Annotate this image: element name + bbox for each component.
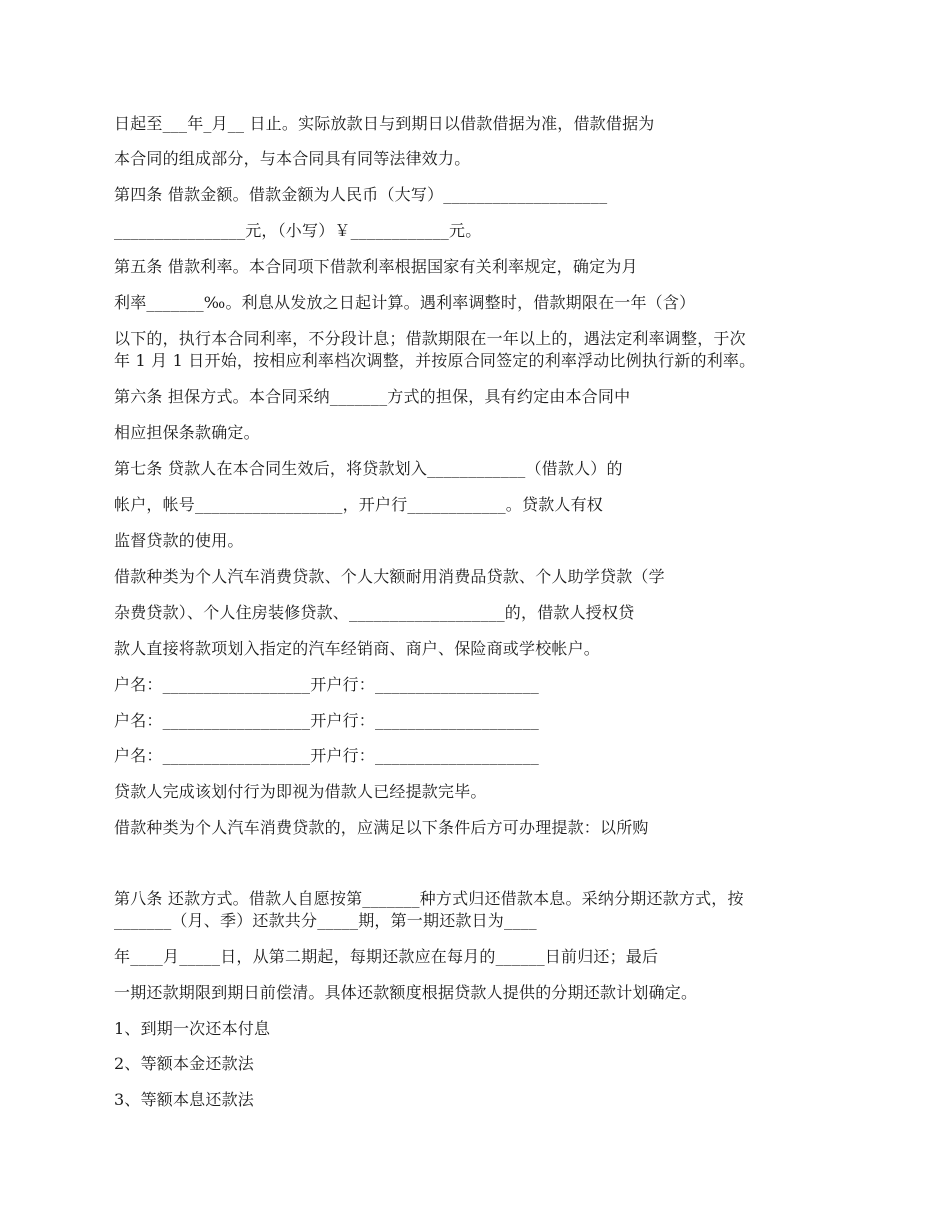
text-line: 2、等额本金还款法 xyxy=(114,1054,254,1073)
text-line: 借款种类为个人汽车消费贷款、个人大额耐用消费品贷款、个人助学贷款（学 xyxy=(114,567,665,586)
text-line: 杂费贷款）、个人住房装修贷款、___________________的，借款人授权贷 xyxy=(114,603,635,622)
text-line: 3、等额本息还款法 xyxy=(114,1090,254,1109)
text-line: 年 1 月 1 日开始，按相应利率档次调整，并按原合同签定的利率浮动比例执行新的利率。 xyxy=(114,351,756,370)
text-line: 年____月_____日，从第二期起，每期还款应在每月的______日前归还；最后 xyxy=(114,947,659,966)
text-line: 相应担保条款确定。 xyxy=(114,423,260,442)
text-line: 帐户，帐号__________________，开户行____________。贷款人有权 xyxy=(114,495,604,514)
text-line: 款人直接将款项划入指定的汽车经销商、商户、保险商或学校帐户。 xyxy=(114,639,601,658)
text-line: 第五条 借款利率。本合同项下借款利率根据国家有关利率规定，确定为月 xyxy=(114,257,638,276)
text-line: 本合同的组成部分，与本合同具有同等法律效力。 xyxy=(114,149,471,168)
text-line: 一期还款期限到期日前偿清。具体还款额度根据贷款人提供的分期还款计划确定。 xyxy=(114,983,698,1002)
text-line: 第八条 还款方式。借款人自愿按第_______种方式归还借款本息。采纳分期还款方式，按 xyxy=(114,889,744,908)
text-line: 贷款人完成该划付行为即视为借款人已经提款完毕。 xyxy=(114,782,487,801)
text-line: 第六条 担保方式。本合同采纳_______方式的担保，具有约定由本合同中 xyxy=(114,387,631,406)
text-line: 户名：__________________开户行：____________________ xyxy=(114,675,540,694)
text-line: 以下的，执行本合同利率，不分段计息；借款期限在一年以上的，遇法定利率调整，于次 xyxy=(114,329,746,348)
text-line: 户名：__________________开户行：____________________ xyxy=(114,711,540,730)
text-line: 监督贷款的使用。 xyxy=(114,531,244,550)
text-line: 利率_______‰。利息从发放之日起计算。遇利率调整时，借款期限在一年（含） xyxy=(114,293,696,312)
text-line: _______（月、季）还款共分_____期，第一期还款日为____ xyxy=(114,911,537,930)
text-line: 日起至___年_月__ 日止。实际放款日与到期日以借款借据为准，借款借据为 xyxy=(114,114,655,133)
text-line: 户名：__________________开户行：____________________ xyxy=(114,746,540,765)
text-line: 借款种类为个人汽车消费贷款的，应满足以下条件后方可办理提款：以所购 xyxy=(114,818,649,837)
text-line: 第七条 贷款人在本合同生效后，将贷款划入____________（借款人）的 xyxy=(114,459,623,478)
text-line: ________________元，（小写）￥____________元。 xyxy=(114,221,482,240)
text-line: 第四条 借款金额。借款金额为人民币（大写）____________________ xyxy=(114,185,608,204)
text-line: 1、到期一次还本付息 xyxy=(114,1019,271,1038)
